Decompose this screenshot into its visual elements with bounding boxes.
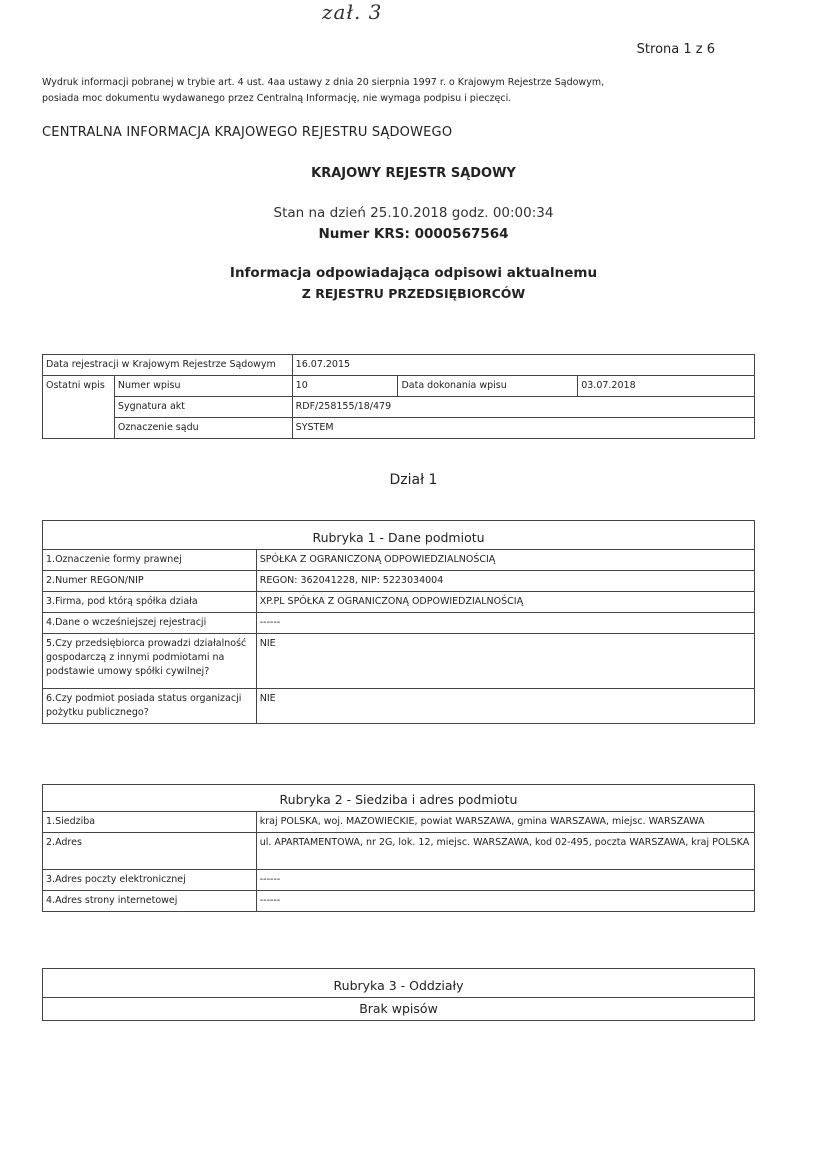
table-row [43, 891, 755, 912]
page-number: Strona 1 z 6 [636, 42, 715, 57]
row-label: 1.Siedziba [43, 812, 257, 833]
signature-value: RDF/258155/18/479 [292, 397, 754, 418]
row-label: 1.Oznaczenie formy prawnej [43, 550, 257, 571]
disclaimer-line: posiada moc dokumentu wydawanego przez Centralną Informację, nie wymaga podpisu i pieczęci. [42, 93, 512, 104]
row-value: ul. APARTAMENTOWA, nr 2G, lok. 12, miejsc. WARSZAWA, kod 02-495, poczta WARSZAWA, kraj POLSKA [256, 833, 754, 870]
row-label: 4.Adres strony internetowej [43, 891, 257, 912]
info-title: Informacja odpowiadająca odpisowi aktualnemu [229, 265, 598, 281]
krs-number: Numer KRS: 0000567564 [318, 226, 509, 242]
entry-date-value: 03.07.2018 [578, 376, 755, 397]
row-label: 4.Dane o wcześniejszej rejestracji [43, 613, 257, 634]
row-label: 5.Czy przedsiębiorca prowadzi działalność gospodarczą z innymi podmiotami na podstawie umowy spółki cywilnej? [43, 634, 257, 689]
court-label: Oznaczenie sądu [114, 418, 292, 439]
table-row [43, 592, 755, 613]
table-row [43, 634, 755, 689]
table-row [43, 613, 755, 634]
row-value: ------ [256, 891, 754, 912]
disclaimer-line: Wydruk informacji pobranej w trybie art. 4 ust. 4aa ustawy z dnia 20 sierpnia 1997 r. o Krajowym Rejestrze Sądowym, [42, 77, 605, 88]
info-subtitle: Z REJESTRU PRZEDSIĘBIORCÓW [301, 286, 526, 301]
row-value: ------ [256, 613, 754, 634]
rubric2-title: Rubryka 2 - Siedziba i adres podmiotu [43, 785, 755, 812]
register-title: KRAJOWY REJESTR SĄDOWY [311, 166, 516, 181]
row-label: 2.Adres [43, 833, 257, 870]
entry-number-label: Numer wpisu [114, 376, 292, 397]
handwritten-annotation: zał. 3 [322, 0, 383, 24]
row-value: kraj POLSKA, woj. MAZOWIECKIE, powiat WARSZAWA, gmina WARSZAWA, miejsc. WARSZAWA [256, 812, 754, 833]
row-label: 3.Adres poczty elektronicznej [43, 870, 257, 891]
row-label: 3.Firma, pod którą spółka działa [43, 592, 257, 613]
entry-number-value: 10 [292, 376, 398, 397]
entry-date-label: Data dokonania wpisu [398, 376, 578, 397]
rubric2-table [42, 784, 755, 912]
table-row [43, 833, 755, 870]
court-value: SYSTEM [292, 418, 754, 439]
row-value: NIE [256, 634, 754, 689]
row-value: REGON: 362041228, NIP: 5223034004 [256, 571, 754, 592]
row-value: SPÓŁKA Z OGRANICZONĄ ODPOWIEDZIALNOŚCIĄ [256, 550, 754, 571]
registration-date-value: 16.07.2015 [292, 355, 754, 376]
section-title: Dział 1 [389, 472, 438, 488]
rubric3-title: Rubryka 3 - Oddziały [43, 969, 755, 998]
rubric3-empty: Brak wpisów [43, 998, 755, 1021]
registration-table [42, 354, 755, 439]
registration-date-label: Data rejestracji w Krajowym Rejestrze Sądowym [43, 355, 293, 376]
last-entry-label: Ostatni wpis [43, 376, 115, 439]
table-row [43, 571, 755, 592]
table-row [43, 812, 755, 833]
table-row [43, 870, 755, 891]
table-row [43, 550, 755, 571]
rubric3-table [42, 968, 755, 1021]
row-label: 2.Numer REGON/NIP [43, 571, 257, 592]
row-value: ------ [256, 870, 754, 891]
rubric1-title: Rubryka 1 - Dane podmiotu [43, 521, 755, 550]
row-value: NIE [256, 689, 754, 724]
rubric1-table [42, 520, 755, 724]
as-of-date: Stan na dzień 25.10.2018 godz. 00:00:34 [273, 205, 554, 221]
disclaimer [42, 75, 642, 107]
row-value: XP.PL SPÓŁKA Z OGRANICZONĄ ODPOWIEDZIALNOŚCIĄ [256, 592, 754, 613]
signature-label: Sygnatura akt [114, 397, 292, 418]
row-label: 6.Czy podmiot posiada status organizacji pożytku publicznego? [43, 689, 257, 724]
table-row [43, 689, 755, 724]
central-info-heading: CENTRALNA INFORMACJA KRAJOWEGO REJESTRU SĄDOWEGO [42, 125, 453, 140]
